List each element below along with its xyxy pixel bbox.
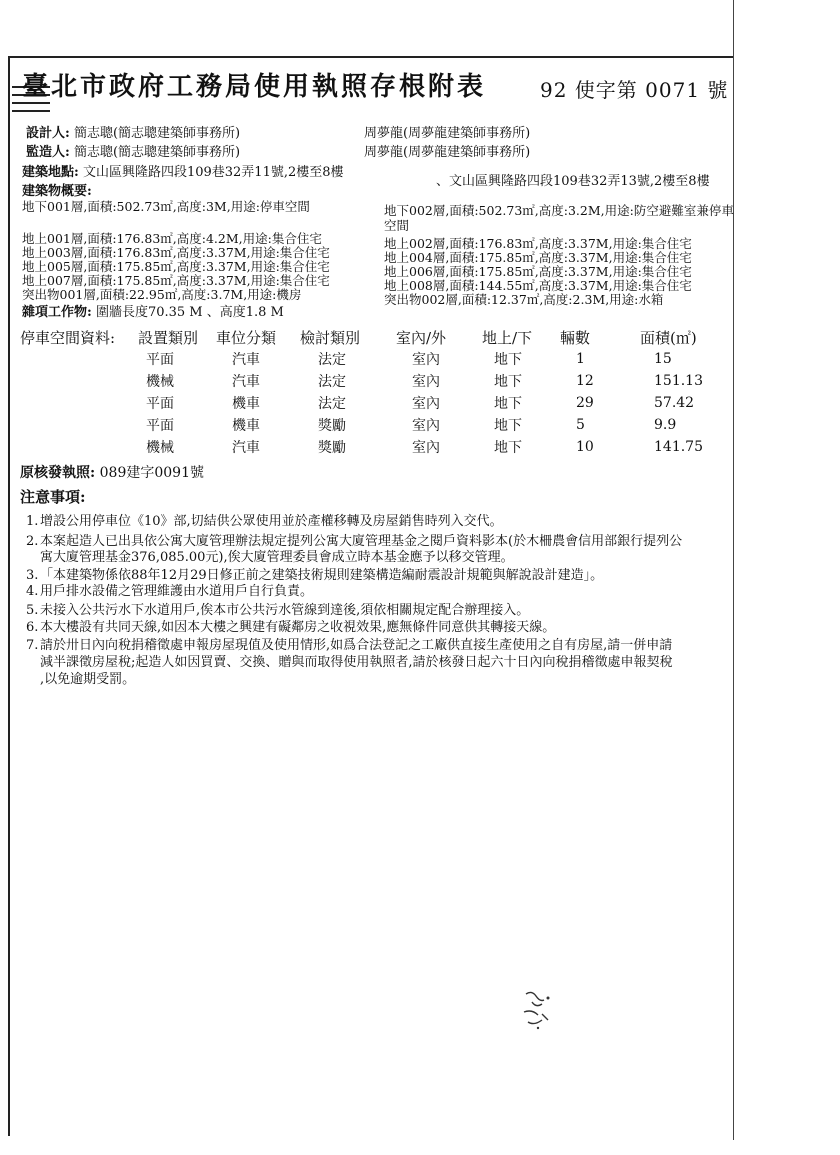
parking-cell: 獎勵 (318, 418, 346, 434)
designer-label: 設計人: (26, 126, 70, 141)
supervisor-row (26, 141, 240, 160)
parking-cell: 地下 (494, 374, 522, 390)
supervisor-label: 監造人: (26, 145, 70, 160)
parking-header-cell: 面積(㎡) (640, 328, 697, 347)
floor-right-1: 地上002層,面積:176.83㎡,高度:3.37M,用途:集合住宅 (384, 236, 692, 251)
note-text: 本案起造人已出具依公寓大廈管理辦法規定提列公寓大廈管理基金之閱戶資料影本(於木柵農會信用部銀行提列公 (40, 534, 683, 549)
overview-b2-cont: 空間 (384, 218, 410, 233)
floor-right-4: 地上008層,面積:144.55㎡,高度:3.37M,用途:集合住宅 (384, 278, 692, 293)
note-1 (26, 510, 503, 529)
designer-value-right: 周夢龍(周夢龍建築師事務所) (364, 126, 531, 141)
floor-left-1: 地上001層,面積:176.83㎡,高度:4.2M,用途:集合住宅 (22, 231, 322, 246)
site-address-left: 文山區興隆路四段109巷32弄11號,2樓至8樓 (82, 165, 344, 180)
parking-header-cell: 設置類別 (138, 328, 199, 347)
permit-number: 92 使字第 0071 號 (540, 78, 729, 102)
site-row (22, 161, 344, 180)
frame-top-rule (8, 56, 733, 58)
parking-cell: 平面 (146, 352, 174, 368)
parking-cell: 地下 (494, 440, 522, 456)
floor-right-5: 突出物002層,面積:12.37㎡,高度:2.3M,用途:水箱 (384, 292, 664, 307)
parking-row (20, 370, 730, 392)
original-permit-label: 原核發執照: (20, 465, 96, 481)
floor-right-2: 地上004層,面積:175.85㎡,高度:3.37M,用途:集合住宅 (384, 250, 692, 265)
parking-cell: 29 (576, 395, 594, 411)
misc-label: 雜項工作物: (22, 305, 92, 320)
supervisor-value: 簡志聰(簡志聰建築師事務所) (73, 145, 241, 160)
parking-cell: 室內 (412, 374, 440, 390)
note-text: 「本建築物係依88年12月29日修正前之建築技術規則建築構造編耐震設計規範與解說設計建造」。 (40, 568, 604, 583)
note-2-line-2: 寓大廈管理基金376,085.00元),俟大廈管理委員會成立時本基金應予以移交管理。 (40, 550, 514, 565)
parking-row (20, 392, 730, 414)
notes-title: 注意事項: (20, 488, 86, 506)
parking-cell: 地下 (494, 396, 522, 412)
parking-header-row (20, 326, 730, 348)
parking-cell: 地下 (494, 352, 522, 368)
floor-left-4: 地上007層,面積:175.85㎡,高度:3.37M,用途:集合住宅 (22, 273, 330, 288)
parking-cell: 法定 (318, 374, 346, 390)
supervisor-value-right: 周夢龍(周夢龍建築師事務所) (364, 145, 531, 160)
note-number: 5. (26, 603, 39, 618)
frame-left-rule (8, 56, 10, 1136)
parking-header-cell: 車位分類 (216, 328, 277, 347)
note-number: 7. (26, 638, 39, 653)
overview-label: 建築物概要: (22, 184, 92, 199)
parking-cell: 室內 (412, 352, 440, 368)
parking-cell: 10 (576, 439, 594, 455)
parking-cell: 法定 (318, 352, 346, 368)
overview-b1: 地下001層,面積:502.73㎡,高度:3M,用途:停車空間 (22, 199, 310, 214)
parking-cell: 室內 (412, 440, 440, 456)
parking-cell: 1 (576, 351, 585, 367)
parking-header-cell: 室內/外 (396, 328, 447, 347)
misc-row (22, 301, 284, 320)
overview-b2: 地下002層,面積:502.73㎡,高度:3.2M,用途:防空避難室兼停車 (384, 203, 734, 218)
parking-cell: 汽車 (232, 352, 260, 368)
floor-right-3: 地上006層,面積:175.85㎡,高度:3.37M,用途:集合住宅 (384, 264, 692, 279)
original-permit-row (20, 462, 204, 482)
parking-cell: 15 (654, 351, 672, 367)
signature-mark (518, 984, 568, 1034)
parking-cell: 12 (576, 373, 594, 389)
note-4 (26, 580, 313, 599)
original-permit-value: 089建字0091號 (99, 465, 204, 481)
note-number: 6. (26, 620, 39, 635)
note-text: 未接入公共污水下水道用戶,俟本市公共污水管線到達後,須依相關規定配合辦理接入。 (40, 603, 530, 618)
parking-label: 停車空間資料: (20, 328, 116, 347)
note-7-line-3: ,以免逾期受罰。 (40, 672, 136, 687)
parking-cell: 機車 (232, 396, 260, 412)
parking-cell: 機械 (146, 374, 174, 390)
parking-cell: 地下 (494, 418, 522, 434)
parking-header-cell: 輛數 (560, 328, 591, 347)
parking-cell: 57.42 (654, 395, 695, 411)
site-label: 建築地點: (22, 165, 79, 180)
parking-header-cell: 檢討類別 (300, 328, 361, 347)
parking-row (20, 348, 730, 370)
floor-left-3: 地上005層,面積:175.85㎡,高度:3.37M,用途:集合住宅 (22, 259, 330, 274)
note-number: 4. (26, 584, 39, 599)
note-number: 3. (26, 568, 39, 583)
misc-value: 圍牆長度70.35 M 、高度1.8 M (95, 305, 284, 320)
parking-cell: 5 (576, 417, 585, 433)
parking-table (20, 326, 730, 458)
note-text: 請於卅日內向稅捐稽徵處申報房屋現值及使用情形,如爲合法登記之工廠供直接生產使用之自有房屋,請一併申請 (40, 638, 673, 653)
parking-cell: 平面 (146, 396, 174, 412)
parking-cell: 機械 (146, 440, 174, 456)
floor-left-5: 突出物001層,面積:22.95㎡,高度:3.7M,用途:機房 (22, 287, 302, 302)
note-text: 用戶排水設備之管理維護由水道用戶自行負責。 (40, 584, 314, 599)
note-number: 1. (26, 514, 39, 529)
parking-cell: 151.13 (654, 373, 703, 389)
parking-cell: 141.75 (654, 439, 703, 455)
parking-cell: 9.9 (654, 417, 677, 433)
note-6 (26, 616, 555, 635)
parking-cell: 法定 (318, 396, 346, 412)
parking-cell: 平面 (146, 418, 174, 434)
note-number: 2. (26, 534, 39, 549)
parking-cell: 室內 (412, 396, 440, 412)
note-7-line-2: 減半課徵房屋稅;起造人如因買賣、交換、贈與而取得使用執照者,請於核發日起六十日內向稅捐稽徵處申報契稅 (40, 655, 673, 670)
parking-cell: 室內 (412, 418, 440, 434)
designer-value: 簡志聰(簡志聰建築師事務所) (73, 126, 241, 141)
parking-cell: 機車 (232, 418, 260, 434)
floor-left-2: 地上003層,面積:176.83㎡,高度:3.37M,用途:集合住宅 (22, 245, 330, 260)
parking-header-cell: 地上/下 (482, 328, 533, 347)
note-text: 增設公用停車位《10》部,切結供公眾使用並於產權移轉及房屋銷售時列入交代。 (40, 514, 503, 529)
document-title: 臺北市政府工務局使用執照存根附表 (22, 72, 487, 102)
parking-cell: 汽車 (232, 440, 260, 456)
parking-row (20, 436, 730, 458)
parking-cell: 獎勵 (318, 440, 346, 456)
frame-right-rule (733, 0, 734, 1140)
note-text: 本大樓設有共同天線,如因本大樓之興建有礙鄰房之收視效果,應無條件同意供其轉接天線。 (40, 620, 556, 635)
designer-row (26, 122, 240, 141)
site-address-right: 、文山區興隆路四段109巷32弄13號,2樓至8樓 (436, 174, 710, 189)
parking-row (20, 414, 730, 436)
parking-cell: 汽車 (232, 374, 260, 390)
